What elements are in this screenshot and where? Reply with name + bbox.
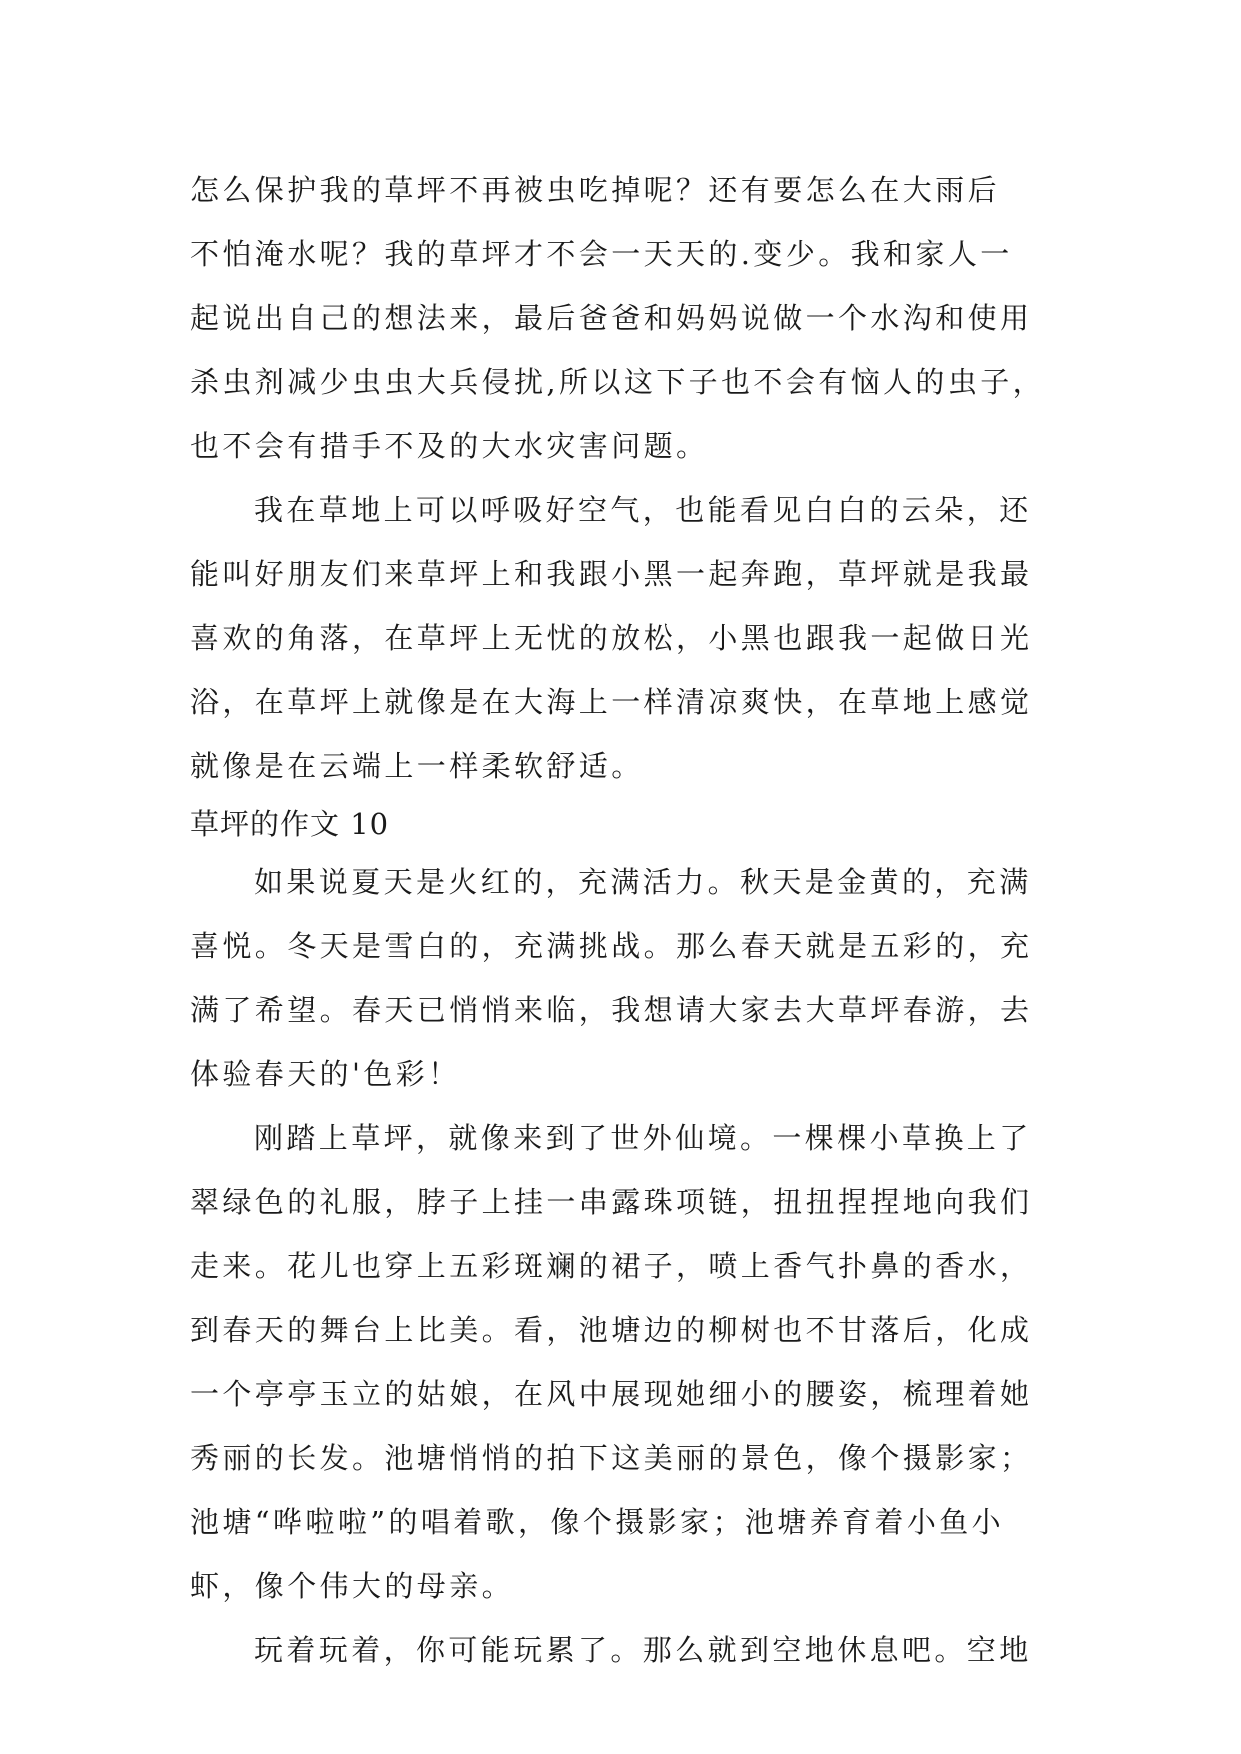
paragraph — [190, 478, 1052, 798]
paragraph — [190, 1618, 1052, 1682]
text-line: 喜欢的角落，在草坪上无忧的放松，小黑也跟我一起做日光 — [190, 621, 1033, 655]
text-line: 池塘“哗啦啦”的唱着歌，像个摄影家；池塘养育着小鱼小 — [190, 1505, 1005, 1539]
text-line: 秀丽的长发。池塘悄悄的拍下这美丽的景色，像个摄影家； — [190, 1441, 1033, 1475]
text-line: 满了希望。春天已悄悄来临，我想请大家去大草坪春游，去 — [190, 993, 1033, 1027]
text-line: 起说出自己的想法来，最后爸爸和妈妈说做一个水沟和使用 — [190, 301, 1033, 335]
text-line: 到春天的舞台上比美。看，池塘边的柳树也不甘落后，化成 — [190, 1313, 1033, 1347]
text-line: 如果说夏天是火红的，充满活力。秋天是金黄的，充满 — [254, 865, 1032, 899]
paragraph — [190, 1106, 1052, 1618]
text-line: 走来。花儿也穿上五彩斑斓的裙子，喷上香气扑鼻的香水， — [190, 1249, 1033, 1283]
text-line: 玩着玩着，你可能玩累了。那么就到空地休息吧。空地 — [254, 1633, 1032, 1667]
text-line: 体验春天的'色彩！ — [190, 1057, 461, 1091]
text-line: 翠绿色的礼服，脖子上挂一串露珠项链，扭扭捏捏地向我们 — [190, 1185, 1033, 1219]
text-line: 喜悦。冬天是雪白的，充满挑战。那么春天就是五彩的，充 — [190, 929, 1033, 963]
text-line: 我在草地上可以呼吸好空气，也能看见白白的云朵，还 — [254, 493, 1032, 527]
text-line: 杀虫剂减少虫虫大兵侵扰,所以这下子也不会有恼人的虫子， — [190, 365, 1046, 399]
text-line: 也不会有措手不及的大水灾害问题。 — [190, 429, 709, 463]
text-line: 能叫好朋友们来草坪上和我跟小黑一起奔跑，草坪就是我最 — [190, 557, 1033, 591]
section-heading: 草坪的作文 10 — [190, 807, 390, 841]
text-line: 虾，像个伟大的母亲。 — [190, 1569, 515, 1603]
text-line: 一个亭亭玉立的姑娘，在风中展现她细小的腰姿，梳理着她 — [190, 1377, 1033, 1411]
text-line: 刚踏上草坪，就像来到了世外仙境。一棵棵小草换上了 — [254, 1121, 1032, 1155]
paragraph — [190, 850, 1052, 1106]
text-line: 怎么保护我的草坪不再被虫吃掉呢？还有要怎么在大雨后 — [190, 173, 1001, 207]
text-line: 浴，在草坪上就像是在大海上一样清凉爽快，在草地上感觉 — [190, 685, 1033, 719]
paragraph — [190, 158, 1052, 478]
text-line: 就像是在云端上一样柔软舒适。 — [190, 749, 644, 783]
text-line: 不怕淹水呢？我的草坪才不会一天天的.变少。我和家人一 — [190, 237, 1013, 271]
document-body — [190, 158, 1052, 1682]
